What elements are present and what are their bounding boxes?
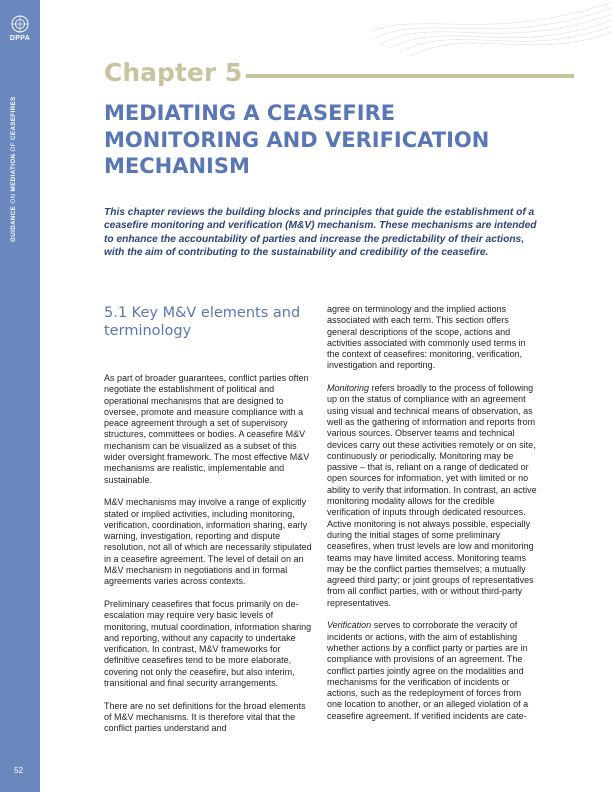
- right-paragraph-monitoring: [327, 383, 537, 609]
- chapter-rule: [246, 74, 574, 78]
- chapter-intro: This chapter reviews the building blocks and principles that guide the establishment of a ceasefire monitoring and verification (M&V) mechanism. These mechanisms are intended to enhance the accountability of parties and increase the predictability of their actions, with the aim of contributing to the sustainability and credibility of the ceasefire.: [104, 207, 537, 258]
- running-head-of: OF: [10, 142, 17, 152]
- running-head: [10, 96, 17, 242]
- sidebar: [0, 0, 40, 792]
- page-number: 52: [14, 766, 23, 775]
- left-paragraph-1: As part of broader guarantees, conflict parties often negotiate the establishment of political and operational mechanisms that are designed to oversee, promote and measure compliance with a peace agreement through a set of supervisory structures, committees or bodies. A ceasefire M&V mechanism can be visualized as a subset of this wider oversight framework. The most effective M&V mechanisms are realistic, implementable and sustainable.: [104, 373, 310, 485]
- logo-text: DPPA: [9, 35, 31, 42]
- verification-definition: serves to corroborate the veracity of incidents or actions, with the aim of establishing whether actions by a conflict party or parties are in compliance with provisions of an agreement. The conflict parties jointly agree on the modalities and mechanisms for the verification of incidents or actions, such as the redeployment of forces from one location to another, or an alleged violation of a ceasefire agreement. If verified incidents are cate-: [327, 620, 529, 721]
- right-paragraph-verification: [327, 620, 537, 722]
- left-paragraph-4: There are no set definitions for the broad elements of M&V mechanisms. It is therefore vital that the conflict parties understand and: [104, 700, 306, 734]
- un-emblem-icon: [10, 14, 30, 34]
- monitoring-definition: refers broadly to the process of following up on the status of compliance with an agreement using visual and technical means of observation, as well as the gathering of information and reports from various sources. Observer teams and technical devices carry out these activities remotely or on site, continuously or periodically. Monitoring may be passive – that is, reliant on a range of dedicated or open sources for information, yet with limited or no ability to verify that information. In contrast, an active monitoring modality allows for the credible verification of inputs through dedicated resources. Active monitoring is not always possible, especially during the initial stages of some preliminary ceasefires, when trust levels are low and monitoring teams may have limited access. Monitoring teams may be the conflict parties themselves; a mutually agreed third party; or joint groups of representatives from all conflict parties, with or without third-party representatives.: [327, 383, 537, 608]
- running-head-guidance: GUIDANCE: [10, 205, 17, 242]
- chapter-title: [104, 100, 544, 180]
- monitoring-term: Monitoring: [327, 383, 370, 394]
- chapter-title-line-1: MEDIATING A CEASEFIRE: [104, 101, 396, 125]
- right-column: [327, 304, 537, 733]
- running-head-on: ON: [10, 193, 17, 204]
- running-head-mediation: MEDIATION: [10, 153, 17, 192]
- left-column: [104, 304, 314, 746]
- chapter-title-line-3: MECHANISM: [104, 154, 250, 178]
- running-head-ceasefires: CEASEFIRES: [10, 96, 17, 140]
- verification-term: Verification: [327, 620, 372, 631]
- right-paragraph-1: agree on terminology and the implied actions associated with each term. This section offers general descriptions of the scope, actions and activities associated with commonly used terms in the context of ceasefires: monitoring, verification, investigation and reporting.: [327, 304, 526, 371]
- chapter-header: [104, 58, 574, 88]
- left-paragraph-2: M&V mechanisms may involve a range of explicitly stated or implied activities, including monitoring, verification, coordination, information sharing, early warning, investigation, reporting and dispute resolution, not all of which are necessarily stipulated in a ceasefire agreement. The level of detail on an M&V mechanism in negotiations and in formal agreements varies across contexts.: [104, 497, 312, 587]
- decorative-wave-lines: [370, 0, 612, 60]
- chapter-label: Chapter 5: [104, 58, 243, 87]
- un-logo: [6, 14, 34, 42]
- section-heading: 5.1 Key M&V elements and terminology: [104, 305, 301, 339]
- chapter-title-line-2: MONITORING AND VERIFICATION: [104, 127, 490, 152]
- left-paragraph-3: Preliminary ceasefires that focus primarily on de-escalation may require very basic levels of monitoring, mutual coordination, information sharing and reporting, without any capacity to undertake verification. In contrast, M&V frameworks for definitive ceasefires tend to be more elaborate, covering not only the ceasefire, but also interim, transitional and final security arrangements.: [104, 598, 312, 689]
